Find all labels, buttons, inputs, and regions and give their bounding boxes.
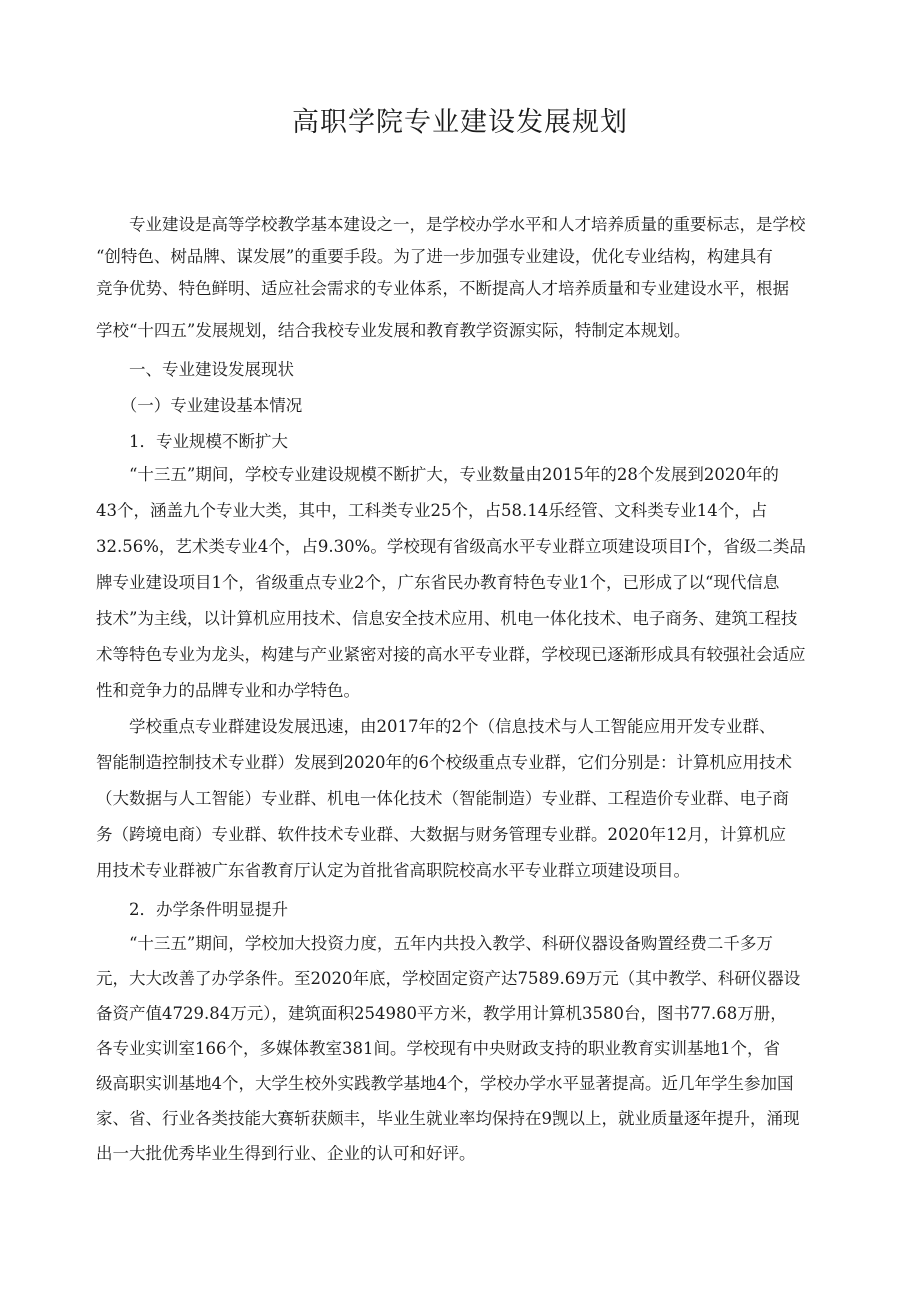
- text-line: “十三五”期间，学校专业建设规模不断扩大，专业数量由2015年的28个发展到2020年的: [96, 465, 779, 484]
- text-line: 竞争优势、特色鲜明、适应社会需求的专业体系，不断提高人才培养质量和专业建设水平，根据: [96, 279, 789, 298]
- text-line: 术等特色专业为龙头，构建与产业紧密对接的高水平专业群，学校现已逐渐形成具有较强社会适应: [96, 645, 806, 664]
- text-line: 级高职实训基地4个，大学生校外实践教学基地4个，学校办学水平显著提高。近几年学生参加国: [96, 1074, 794, 1093]
- text-line: 牌专业建设项目1个，省级重点专业2个，广东省民办教育特色专业1个，已形成了以“现代信息: [96, 573, 780, 592]
- text-line: 元，大大改善了办学条件。至2020年底，学校固定资产达7589.69万元（其中教学、科研仪器设: [96, 969, 801, 988]
- text-line: 出一大批优秀毕业生得到行业、企业的认可和好评。: [96, 1144, 476, 1163]
- text-line: 学校“十四五”发展规划，结合我校专业发展和教育教学资源实际，特制定本规划。: [96, 321, 691, 340]
- text-line: 各专业实训室166个，多媒体教室381间。学校现有中央财政支持的职业教育实训基地1个，省: [96, 1039, 780, 1058]
- text-line: 务（跨境电商）专业群、软件技术专业群、大数据与财务管理专业群。2020年12月，计算机应: [96, 825, 786, 844]
- item-heading: 1．专业规模不断扩大: [96, 432, 288, 451]
- text-line: 43个，涵盖九个专业大类，其中，工科类专业25个，占58.14乐经管、文科类专业14个，占: [96, 501, 768, 520]
- document-title: 高职学院专业建设发展规划: [292, 107, 628, 138]
- text-line: 性和竞争力的品牌专业和办学特色。: [96, 681, 360, 700]
- text-line: 家、省、行业各类技能大赛斩获颇丰，毕业生就业率均保持在9觊以上，就业质量逐年提升，涌现: [96, 1109, 800, 1128]
- section-heading: 一、专业建设发展现状: [96, 360, 294, 379]
- text-line: 学校重点专业群建设发展迅速，由2017年的2个（信息技术与人工智能应用开发专业群、: [96, 717, 776, 736]
- subsection-heading: （一）专业建设基本情况: [96, 396, 303, 415]
- text-line: “十三五”期间，学校加大投资力度，五年内共投入教学、科研仪器设备购置经费二千多万: [96, 934, 773, 953]
- text-line: 智能制造控制技术专业群）发展到2020年的6个校级重点专业群，它们分别是：计算机应用技术: [96, 753, 792, 772]
- text-line: “创特色、树品牌、谋发展”的重要手段。为了进一步加强专业建设，优化专业结构，构建具有: [96, 247, 773, 266]
- text-line: 用技术专业群被广东省教育厅认定为首批省高职院校高水平专业群立项建设项目。: [96, 861, 690, 880]
- item-heading: 2．办学条件明显提升: [96, 900, 288, 919]
- text-line: 备资产值4729.84万元），建筑面积254980平方米，教学用计算机3580台，图书77.68万册，: [96, 1004, 787, 1023]
- text-line: 32.56%，艺术类专业4个，占9.30%。学校现有省级高水平专业群立项建设项目Ⅰ个，省级二类品: [96, 537, 806, 556]
- text-line: （大数据与人工智能）专业群、机电一体化技术（智能制造）专业群、工程造价专业群、电子商: [96, 789, 789, 808]
- text-line: 专业建设是高等学校教学基本建设之一，是学校办学水平和人才培养质量的重要标志，是学校: [96, 215, 806, 234]
- text-line: 技术”为主线，以计算机应用技术、信息安全技术应用、机电一体化技术、电子商务、建筑工程技: [96, 609, 798, 628]
